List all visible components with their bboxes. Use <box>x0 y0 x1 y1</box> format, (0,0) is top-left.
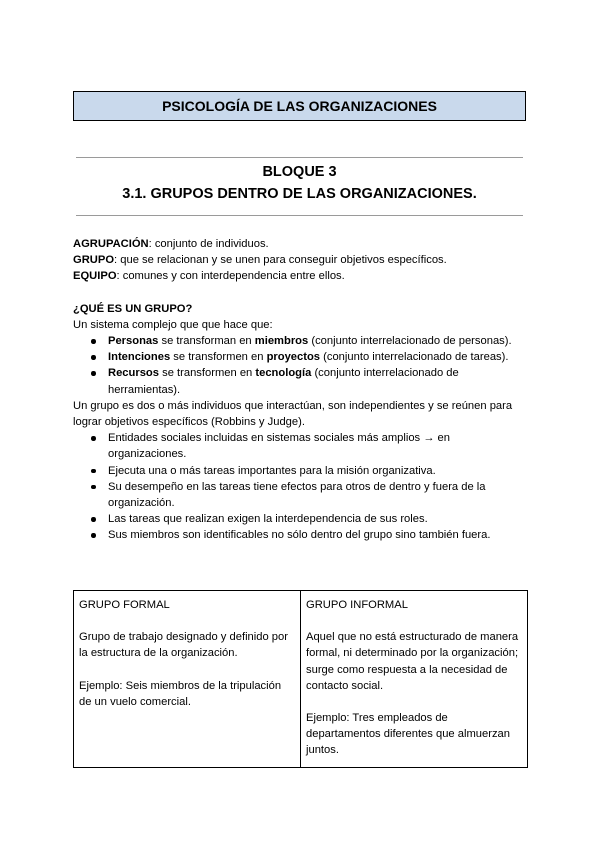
group-types-table <box>73 590 528 768</box>
list-item: Ejecuta una o más tareas importantes para la misión organizativa. <box>73 463 528 479</box>
block-subtitle: 3.1. GRUPOS DENTRO DE LAS ORGANIZACIONES. <box>122 186 477 202</box>
informal-group-definition: Aquel que no está estructurado de manera formal, ni determinado por la organización; surge como respuesta a la necesidad de contacto social. <box>306 631 519 692</box>
definitions-list <box>73 236 528 285</box>
list-item: Personas se transforman en miembros (conjunto interrelacionado de personas). <box>73 333 528 349</box>
definition-term: GRUPO <box>73 254 115 267</box>
list-item: Entidades sociales incluidas en sistemas sociales más amplios → en organizaciones. <box>73 430 528 462</box>
document-title: PSICOLOGÍA DE LAS ORGANIZACIONES <box>162 98 437 114</box>
formal-group-definition: Grupo de trabajo designado y definido por la estructura de la organización. <box>79 631 288 660</box>
block-number: BLOQUE 3 <box>262 164 337 180</box>
informal-group-title: GRUPO INFORMAL <box>306 599 408 611</box>
definition-term: AGRUPACIÓN <box>73 238 149 250</box>
definition-term: EQUIPO <box>73 270 117 283</box>
section-intro: Un sistema complejo que que hace que: <box>73 318 273 331</box>
bottom-rule <box>76 215 523 216</box>
informal-group-example: Ejemplo: Tres empleados de departamentos diferentes que almuerzan juntos. <box>306 712 510 757</box>
characteristics-list <box>73 430 528 543</box>
list-item: Su desempeño en las tareas tiene efectos para otros de dentro y fuera de la organización. <box>73 479 528 511</box>
definition-text: : conjunto de individuos. <box>148 238 269 250</box>
list-item: Intenciones se transformen en proyectos (conjunto interrelacionado de tareas). <box>73 349 528 365</box>
formal-group-cell <box>74 591 301 768</box>
formal-group-example: Ejemplo: Seis miembros de la tripulación de un vuelo comercial. <box>79 679 282 708</box>
transforms-list <box>73 333 528 398</box>
document-header <box>73 91 526 121</box>
list-item: Las tareas que realizan exigen la interdependencia de sus roles. <box>73 511 528 527</box>
main-content <box>73 236 528 544</box>
list-item: Recursos se transformen en tecnología (conjunto interrelacionado de herramientas). <box>73 365 528 397</box>
definition-text: : que se relacionan y se unen para conseguir objetivos específicos. <box>114 254 447 267</box>
informal-group-cell <box>301 591 528 768</box>
group-definition: Un grupo es dos o más individuos que interactúan, son independientes y se reúnen para lograr objetivos específicos (Robbins y Judge). <box>73 399 513 429</box>
definition-agrupacion <box>73 236 528 252</box>
table-row <box>74 591 528 768</box>
definition-equipo <box>73 268 528 284</box>
definition-text: : comunes y con interdependencia entre ellos. <box>116 270 345 283</box>
section-heading: ¿QUÉ ES UN GRUPO? <box>73 302 193 315</box>
top-rule <box>76 157 523 158</box>
list-item: Sus miembros son identificables no sólo dentro del grupo sino también fuera. <box>73 527 528 543</box>
formal-group-title: GRUPO FORMAL <box>79 599 170 611</box>
definition-grupo <box>73 252 528 268</box>
